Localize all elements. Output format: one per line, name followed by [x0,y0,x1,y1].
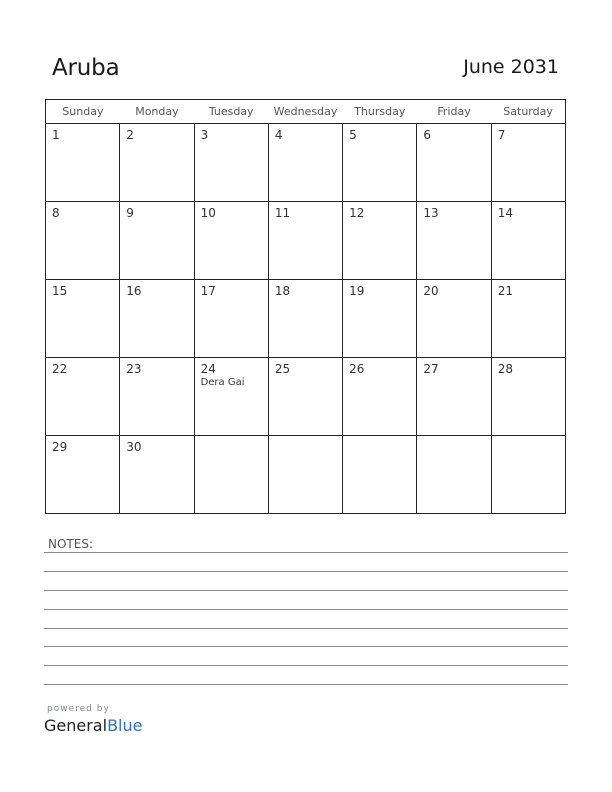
calendar-day-cell [120,280,194,358]
day-number: 16 [126,284,142,298]
calendar-day-cell [417,436,491,514]
month-title: June 2031 [463,56,559,78]
weekday-header-row [46,100,566,124]
day-number: 12 [349,206,365,220]
day-number: 23 [126,362,142,376]
day-number: 9 [126,206,134,220]
calendar-day-cell [194,280,268,358]
day-number: 1 [52,128,60,142]
calendar-week-row [46,202,566,280]
brand-name-part2: Blue [107,716,143,735]
note-line [44,665,568,666]
calendar-day-cell [268,358,342,436]
calendar-day-cell [343,280,417,358]
calendar-day-cell [343,124,417,202]
holiday-label: Dera Gai [200,377,245,388]
note-line [44,646,568,647]
calendar-day-cell [268,436,342,514]
weekday-friday: Friday [417,100,491,124]
day-number: 20 [423,284,439,298]
weekday-saturday: Saturday [491,100,565,124]
calendar-day-cell [491,124,565,202]
weekday-tuesday: Tuesday [194,100,268,124]
day-number: 11 [274,206,291,220]
calendar-day-cell [120,124,194,202]
day-number: 6 [423,128,432,142]
day-number: 4 [274,128,283,142]
calendar-week-row [46,280,566,358]
weekday-wednesday: Wednesday [268,100,342,124]
calendar-day-cell [194,124,268,202]
calendar-day-cell [120,436,194,514]
calendar-day-cell [343,202,417,280]
day-number: 27 [423,362,439,376]
day-number: 14 [497,206,513,220]
day-number: 8 [52,206,60,220]
day-number: 24 [200,362,216,376]
calendar-day-cell [417,358,491,436]
day-number: 28 [497,362,513,376]
calendar-day-cell [46,202,120,280]
powered-by-text: powered by [47,704,110,714]
calendar-day-cell [417,202,491,280]
calendar-day-cell [343,436,417,514]
day-number: 10 [200,206,216,220]
day-number: 18 [274,284,291,298]
calendar-day-cell [46,436,120,514]
calendar-day-cell [120,358,194,436]
weekday-sunday: Sunday [46,100,120,124]
day-number: 25 [274,362,291,376]
calendar-day-cell [491,202,565,280]
day-number: 2 [126,128,134,142]
calendar-day-cell [46,124,120,202]
weekday-thursday: Thursday [343,100,417,124]
calendar-grid [45,99,566,514]
calendar-week-row [46,436,566,514]
day-number: 30 [126,440,142,454]
calendar-day-cell [268,202,342,280]
note-line [44,552,568,553]
note-line [44,628,568,629]
day-number: 26 [349,362,365,376]
calendar-day-cell [194,436,268,514]
day-number: 3 [200,128,209,142]
weekday-monday: Monday [120,100,194,124]
day-number: 29 [52,440,68,454]
day-number: 21 [497,284,513,298]
calendar-day-cell [491,436,565,514]
calendar-day-cell [417,280,491,358]
country-title: Aruba [52,55,120,81]
day-number: 15 [52,284,68,298]
note-line [44,590,568,591]
calendar-day-cell [120,202,194,280]
calendar-day-cell [343,358,417,436]
calendar-day-cell [46,358,120,436]
day-number: 22 [52,362,68,376]
calendar-day-cell [268,124,342,202]
brand-name-part1: General [44,716,108,735]
day-number: 13 [423,206,439,220]
calendar-day-cell [491,358,565,436]
note-line [44,571,568,572]
note-line [44,684,568,685]
notes-label: NOTES: [48,537,93,551]
day-number: 17 [200,284,216,298]
calendar-week-row [46,358,566,436]
calendar-day-cell [194,202,268,280]
calendar-day-cell [194,358,268,436]
day-number: 19 [349,284,365,298]
note-line [44,609,568,610]
calendar-day-cell [268,280,342,358]
day-number: 5 [349,128,357,142]
calendar-day-cell [491,280,565,358]
calendar-day-cell [417,124,491,202]
brand-logo [44,716,142,735]
calendar-week-row [46,124,566,202]
calendar-day-cell [46,280,120,358]
day-number: 7 [497,128,506,142]
